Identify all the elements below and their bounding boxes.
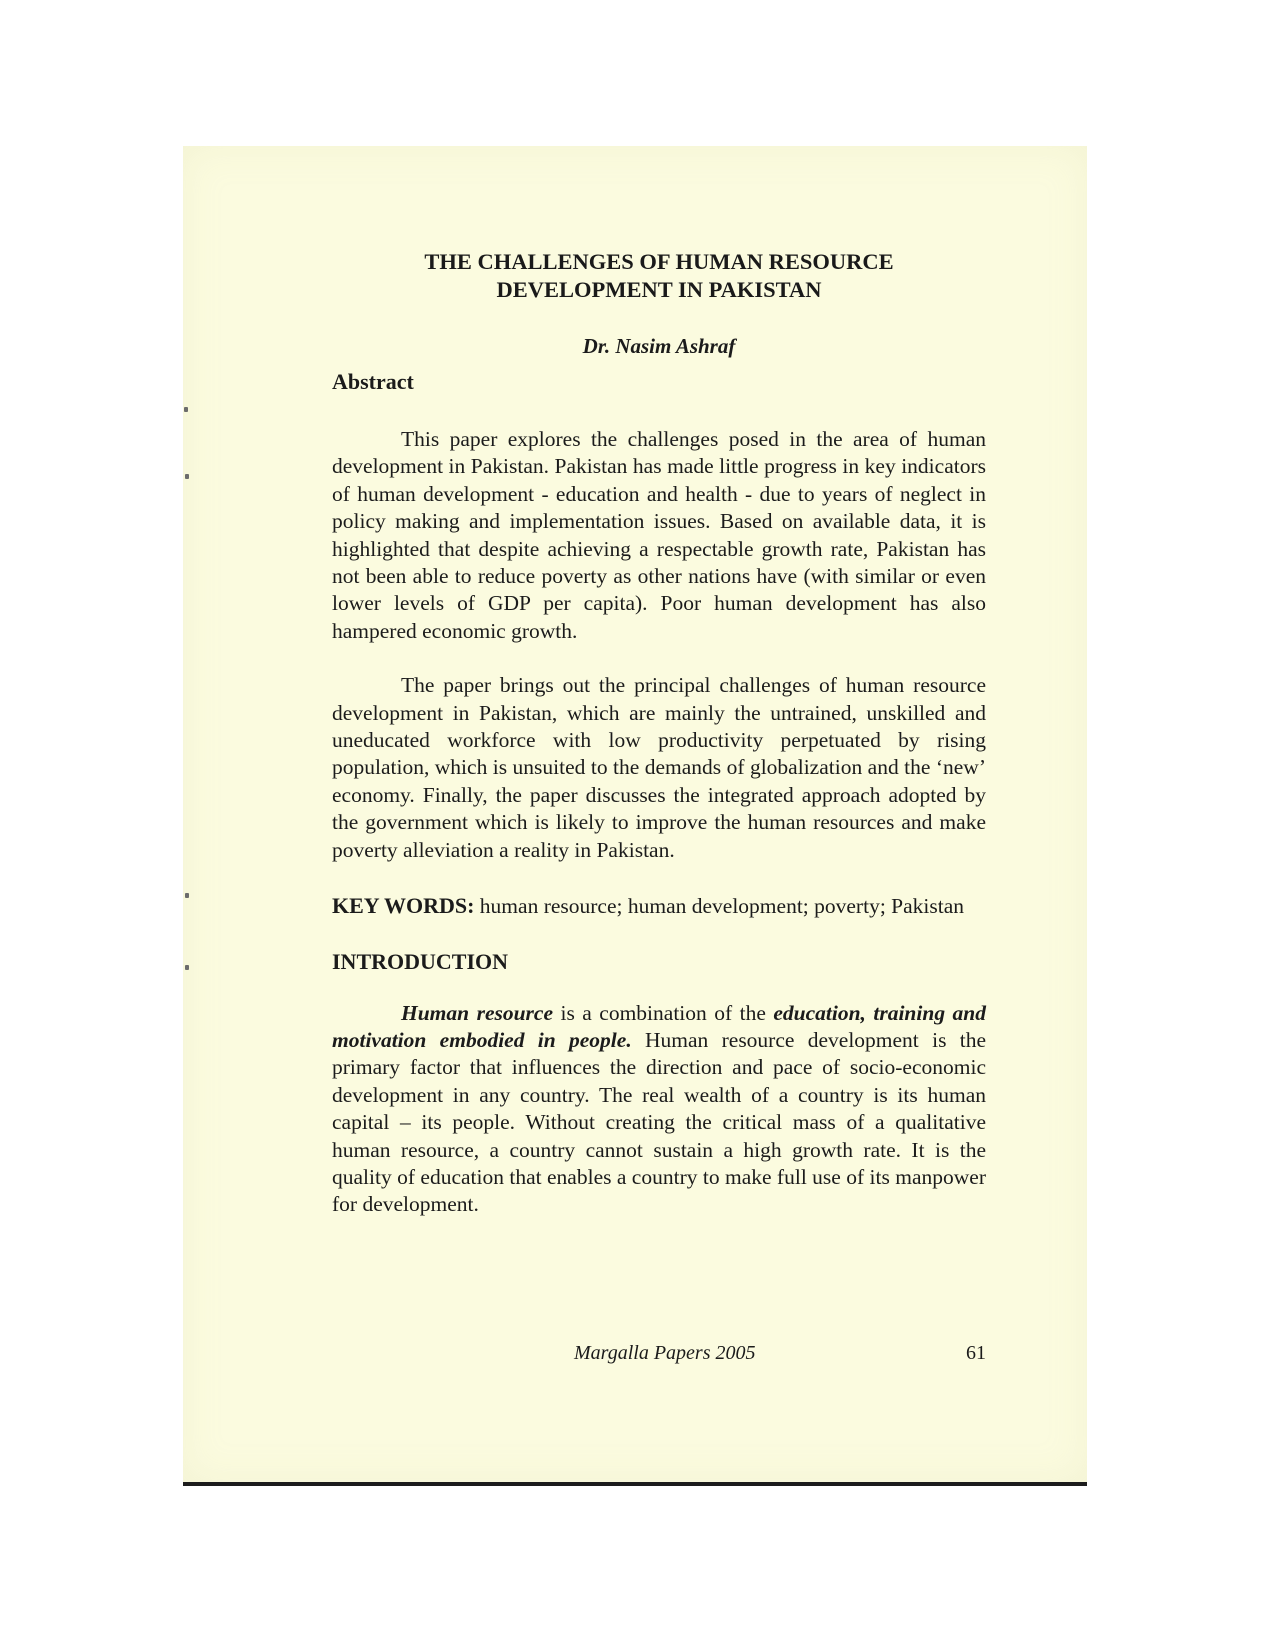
page-footer — [332, 1342, 986, 1372]
abstract-paragraph-1 — [332, 426, 986, 645]
keywords-label: KEY WORDS: — [332, 893, 475, 919]
abstract-paragraph-2-text: The paper brings out the principal challenges of human resource development in Pakistan, which are mainly the untrained, unskilled and uneducated workforce with low productivity perpetuated by rising population, which is unsuited to the demands of globalization and the ‘new’ economy. Finally, the paper discusses the integrated approach adopted by the government which is likely to improve the human resources and make poverty alleviation a reality in Pakistan. — [332, 673, 986, 862]
abstract-paragraph-2 — [332, 672, 986, 864]
introduction-paragraph — [332, 1000, 986, 1219]
introduction-heading: INTRODUCTION — [332, 948, 509, 974]
article-body — [332, 248, 986, 1219]
abstract-paragraph-1-text: This paper explores the challenges posed in the area of human development in Pakistan. Pakistan has made little progress in key indicators of human development - education and health - due to years of neglect in policy making and implementation issues. Based on available data, it is highlighted that despite achieving a respectable growth rate, Pakistan has not been able to reduce poverty as other nations have (with similar or even lower levels of GDP per capita). Poor human development has also hampered economic growth. — [332, 427, 986, 643]
journal-name: Margalla Papers 2005 — [574, 1342, 756, 1364]
article-title — [332, 248, 986, 304]
intro-rest: Human resource development is the primary factor that influences the direction and pace of socio-economic development in any country. The real wealth of a country is its human capital – its people. Without creating the critical mass of a qualitative human resource, a country cannot sustain a high growth rate. It is the quality of education that enables a country to make full use of its manpower for development. — [332, 1027, 987, 1217]
keywords — [332, 892, 986, 920]
scan-mark — [184, 407, 188, 412]
keywords-text: human resource; human development; poverty; Pakistan — [474, 894, 965, 919]
author-name: Dr. Nasim Ashraf — [582, 334, 736, 358]
title-line-1: THE CHALLENGES OF HUMAN RESOURCE — [424, 249, 894, 274]
intro-mid: is a combination of the — [553, 1000, 774, 1025]
page-number: 61 — [966, 1342, 986, 1364]
scan-mark — [185, 474, 189, 479]
scan-mark — [185, 893, 189, 898]
intro-emphasis: education, training and motivation embodied in people. — [332, 1000, 986, 1052]
title-line-2: DEVELOPMENT IN PAKISTAN — [496, 277, 822, 302]
abstract-heading: Abstract — [332, 369, 414, 394]
bottom-edge-rule — [183, 1482, 1087, 1486]
scan-mark — [185, 965, 189, 970]
intro-term: Human resource — [401, 1000, 554, 1025]
